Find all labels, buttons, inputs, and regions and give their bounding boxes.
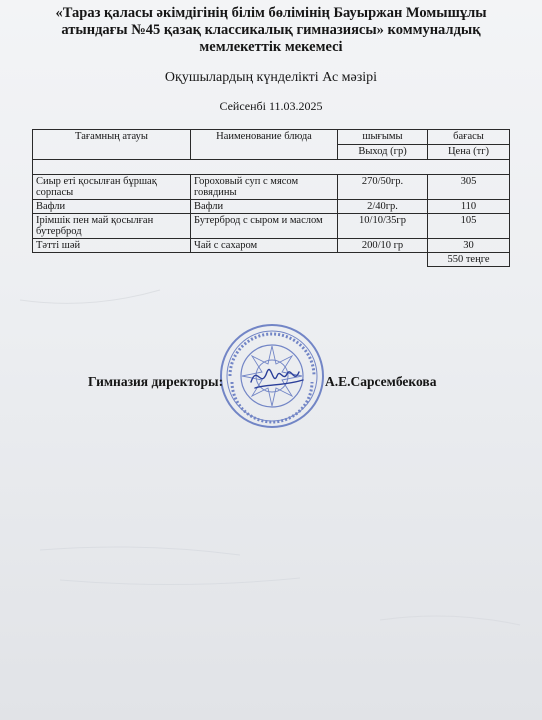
table-header-row	[33, 130, 510, 145]
dish-name-ru: Гороховый суп с мясом говядины	[191, 175, 338, 200]
dish-output: 2/40гр.	[338, 200, 428, 214]
dish-price: 30	[428, 239, 510, 253]
director-title: Гимназия директоры:	[88, 374, 224, 389]
dish-output: 270/50гр.	[338, 175, 428, 200]
table-row	[33, 200, 510, 214]
dish-name-kz: Вафли	[33, 200, 191, 214]
menu-date: Сейсенбі 11.03.2025	[219, 99, 323, 113]
dish-price: 105	[428, 214, 510, 239]
dish-name-ru: Чай с сахаром	[191, 239, 338, 253]
dish-price: 305	[428, 175, 510, 200]
col-header-price-kz: бағасы	[428, 130, 510, 145]
col-header-output-ru: Выход (гр)	[338, 145, 428, 160]
director-signature	[247, 360, 307, 396]
dish-name-ru: Бутерброд с сыром и маслом	[191, 214, 338, 239]
dish-price: 110	[428, 200, 510, 214]
table-row	[33, 175, 510, 200]
dish-name-kz: Сиыр еті қосылған бұршақ сорпасы	[33, 175, 191, 200]
document-subtitle: Оқушылардың күнделікті Ас мәзірі	[164, 70, 378, 85]
table-row	[33, 214, 510, 239]
dish-output: 10/10/35гр	[338, 214, 428, 239]
director-name: А.Е.Сарсембекова	[325, 374, 437, 389]
total-price: 550 теңге	[428, 253, 510, 267]
table-spacer-row	[33, 160, 510, 175]
col-header-name-kz: Тағамның атауы	[33, 130, 191, 160]
document-title: «Тараз қаласы әкімдігінің білім бөлімінің Бауыржан Момышұлы атындағы №45 қазақ классикалық гимназиясы» коммуналдық мемлекеттік мекемесі	[55, 5, 487, 55]
dish-name-kz: Тәтті шәй	[33, 239, 191, 253]
menu-table	[32, 129, 510, 267]
col-header-name-ru: Наименование блюда	[191, 130, 338, 160]
dish-output: 200/10 гр	[338, 239, 428, 253]
col-header-output-kz: шығымы	[338, 130, 428, 145]
dish-name-kz: Ірімшік пен май қосылған бутерброд	[33, 214, 191, 239]
table-total-row	[33, 253, 510, 267]
col-header-price-ru: Цена (тг)	[428, 145, 510, 160]
table-row	[33, 239, 510, 253]
dish-name-ru: Вафли	[191, 200, 338, 214]
